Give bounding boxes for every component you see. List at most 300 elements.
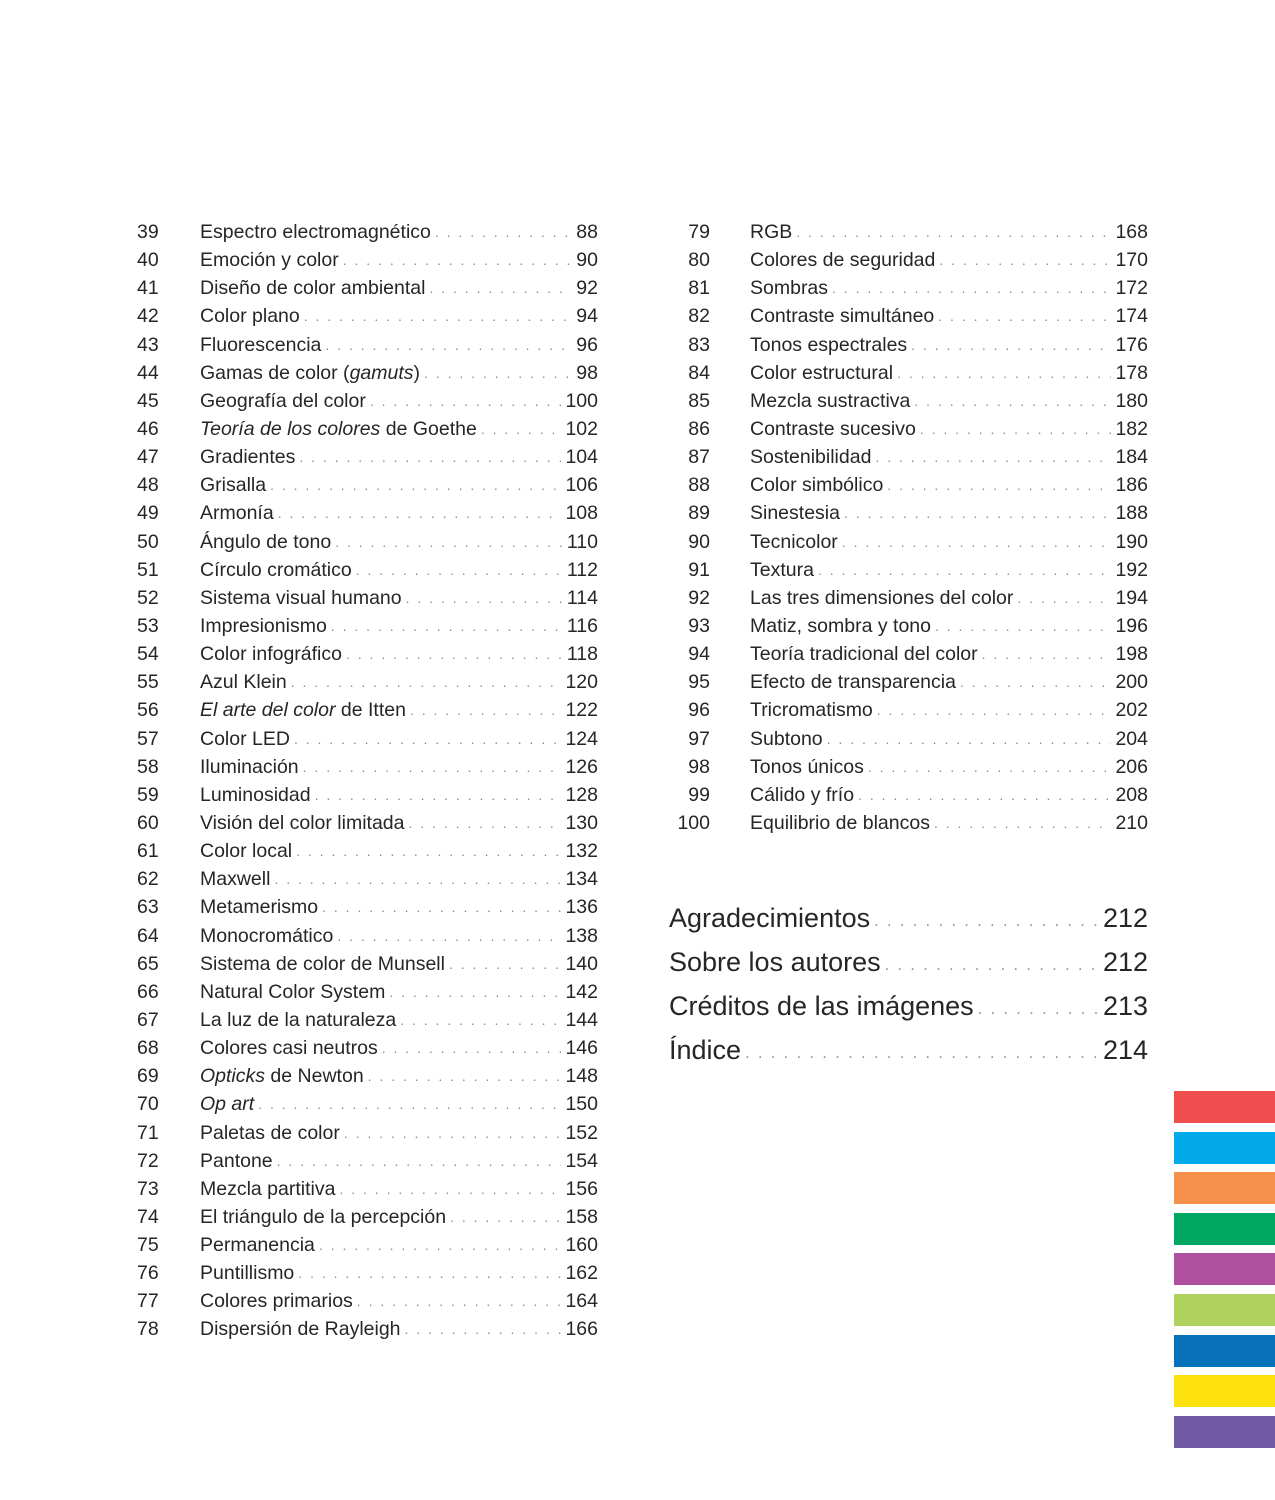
page-number: 88 xyxy=(572,218,598,246)
chapter-title-text: Diseño de color ambiental xyxy=(200,277,426,300)
chapter-title xyxy=(200,302,304,330)
chapter-title-text: Permanencia xyxy=(200,1234,315,1257)
chapter-number: 55 xyxy=(137,671,159,694)
color-tab-green[interactable] xyxy=(1174,1213,1275,1245)
chapter-title-text: La luz de la naturaleza xyxy=(200,1008,397,1031)
chapter-title xyxy=(200,1231,319,1259)
page-number: 98 xyxy=(572,359,598,387)
dot-leader xyxy=(331,612,563,640)
chapter-title xyxy=(750,218,796,246)
toc-entry[interactable] xyxy=(137,865,598,893)
dot-leader xyxy=(978,988,1099,1032)
page-number: 142 xyxy=(561,978,598,1006)
chapter-title-text: Sinestesia xyxy=(750,502,840,525)
dot-leader xyxy=(745,1032,1099,1076)
chapter-number: 44 xyxy=(137,361,159,384)
toc-entry[interactable] xyxy=(672,696,1148,724)
chapter-title-italic: El arte del color xyxy=(200,699,336,722)
dot-leader xyxy=(278,499,562,527)
page-number: 122 xyxy=(561,696,598,724)
toc-entry[interactable] xyxy=(137,218,598,246)
chapter-number: 90 xyxy=(688,530,710,553)
page-number: 186 xyxy=(1111,471,1148,499)
toc-entry[interactable] xyxy=(137,499,598,527)
toc-entry[interactable] xyxy=(137,1006,598,1034)
chapter-title xyxy=(200,443,299,471)
color-tab-lime[interactable] xyxy=(1174,1294,1275,1326)
end-matter-title: Índice xyxy=(669,1028,745,1072)
chapter-title xyxy=(750,331,911,359)
toc-entry[interactable] xyxy=(672,274,1148,302)
chapter-title xyxy=(750,612,935,640)
chapter-title-text: de Newton xyxy=(265,1065,364,1088)
page-number: 160 xyxy=(561,1231,598,1259)
toc-entry[interactable] xyxy=(137,893,598,921)
page-number: 104 xyxy=(561,443,598,471)
page-number: 156 xyxy=(561,1175,598,1203)
page-number: 172 xyxy=(1111,274,1148,302)
toc-entry[interactable] xyxy=(137,1315,598,1343)
chapter-number: 95 xyxy=(688,671,710,694)
chapter-number: 48 xyxy=(137,474,159,497)
chapter-number: 89 xyxy=(688,502,710,525)
end-matter-entry[interactable] xyxy=(669,896,1148,940)
chapter-number: 74 xyxy=(137,1205,159,1228)
chapter-number: 60 xyxy=(137,811,159,834)
page-number: 176 xyxy=(1111,331,1148,359)
chapter-title-text: Maxwell xyxy=(200,868,271,891)
dot-leader xyxy=(344,1119,562,1147)
toc-entry[interactable] xyxy=(137,668,598,696)
toc-entry[interactable] xyxy=(672,302,1148,330)
chapter-title xyxy=(200,837,296,865)
chapter-number: 69 xyxy=(137,1065,159,1088)
page-number: 212 xyxy=(1099,940,1148,984)
toc-entry[interactable] xyxy=(137,640,598,668)
chapter-number: 42 xyxy=(137,305,159,328)
chapter-number: 80 xyxy=(688,249,710,272)
toc-entry[interactable] xyxy=(137,1175,598,1203)
chapter-title-text: Textura xyxy=(750,558,814,581)
toc-entry[interactable] xyxy=(137,753,598,781)
toc-entry[interactable] xyxy=(137,1203,598,1231)
chapter-number: 63 xyxy=(137,896,159,919)
toc-entry[interactable] xyxy=(137,837,598,865)
chapter-number: 70 xyxy=(137,1093,159,1116)
chapter-title-text: Las tres dimensiones del color xyxy=(750,586,1014,609)
chapter-number: 39 xyxy=(137,221,159,243)
color-tab-sky-blue[interactable] xyxy=(1174,1132,1275,1164)
dot-leader xyxy=(322,893,561,921)
page-number: 138 xyxy=(561,922,598,950)
color-tab-purple[interactable] xyxy=(1174,1416,1275,1448)
dot-leader xyxy=(858,781,1111,809)
toc-entry[interactable] xyxy=(672,246,1148,274)
toc-entry[interactable] xyxy=(137,725,598,753)
chapter-title xyxy=(750,809,934,837)
dot-leader xyxy=(868,753,1112,781)
toc-entry[interactable] xyxy=(137,978,598,1006)
chapter-title-text: Color plano xyxy=(200,305,300,328)
chapter-title xyxy=(200,1090,258,1118)
chapter-title-text: de Itten xyxy=(335,699,406,722)
dot-leader xyxy=(389,978,561,1006)
dot-leader xyxy=(435,218,572,246)
chapter-number: 67 xyxy=(137,1008,159,1031)
chapter-number: 100 xyxy=(677,811,710,834)
dot-leader xyxy=(303,753,562,781)
chapter-number: 75 xyxy=(137,1234,159,1257)
toc-entry[interactable] xyxy=(137,443,598,471)
chapter-title xyxy=(200,950,449,978)
page-number: 134 xyxy=(561,865,598,893)
dot-leader xyxy=(939,246,1111,274)
color-tab-orange[interactable] xyxy=(1174,1172,1275,1204)
dot-leader xyxy=(406,584,563,612)
toc-entry[interactable] xyxy=(137,1287,598,1315)
chapter-number: 66 xyxy=(137,980,159,1003)
chapter-number: 92 xyxy=(688,586,710,609)
toc-entry[interactable] xyxy=(672,781,1148,809)
chapter-number: 91 xyxy=(688,558,710,581)
toc-entry[interactable] xyxy=(137,1259,598,1287)
page-number: 204 xyxy=(1111,725,1148,753)
chapter-title-text: Matiz, sombra y tono xyxy=(750,614,931,637)
color-tab-yellow[interactable] xyxy=(1174,1375,1275,1407)
page-number: 128 xyxy=(561,781,598,809)
chapter-number: 73 xyxy=(137,1177,159,1200)
dot-leader xyxy=(405,1315,562,1343)
page-number: 96 xyxy=(572,331,598,359)
dot-leader xyxy=(920,415,1112,443)
chapter-title xyxy=(200,556,356,584)
chapter-title xyxy=(200,471,270,499)
chapter-title-text: Ángulo de tono xyxy=(200,530,332,553)
color-tab-magenta[interactable] xyxy=(1174,1253,1275,1285)
toc-entry[interactable] xyxy=(672,556,1148,584)
toc-entry[interactable] xyxy=(137,528,598,556)
toc-entry[interactable] xyxy=(672,499,1148,527)
toc-entry[interactable] xyxy=(137,1147,598,1175)
dot-leader xyxy=(294,725,562,753)
chapter-title-text: Grisalla xyxy=(200,474,267,497)
toc-entry[interactable] xyxy=(137,1062,598,1090)
dot-leader xyxy=(368,1062,562,1090)
dot-leader xyxy=(400,1006,561,1034)
dot-leader xyxy=(796,218,1111,246)
dot-leader xyxy=(337,922,561,950)
chapter-title-text: Sombras xyxy=(750,277,829,300)
toc-entry[interactable] xyxy=(672,612,1148,640)
dot-leader xyxy=(938,302,1111,330)
page-number: 164 xyxy=(561,1287,598,1315)
chapter-title-text: Color estructural xyxy=(750,361,894,384)
chapter-title-text: Tonos espectrales xyxy=(750,333,908,356)
toc-entry[interactable] xyxy=(672,528,1148,556)
chapter-title-text: Contraste sucesivo xyxy=(750,417,916,440)
page-number: 148 xyxy=(561,1062,598,1090)
toc-entry[interactable] xyxy=(672,471,1148,499)
dot-leader xyxy=(382,1034,562,1062)
chapter-title-text: Sistema de color de Munsell xyxy=(200,952,445,975)
end-matter-entry[interactable] xyxy=(669,1028,1148,1072)
dot-leader xyxy=(319,1231,562,1259)
toc-entry[interactable] xyxy=(672,668,1148,696)
chapter-number: 93 xyxy=(688,614,710,637)
chapter-title-text: Impresionismo xyxy=(200,614,327,637)
chapter-title-text: Color simbólico xyxy=(750,474,884,497)
dot-leader xyxy=(410,696,562,724)
page-number: 108 xyxy=(561,499,598,527)
page-number: 114 xyxy=(563,584,598,612)
chapter-title-text: Visión del color limitada xyxy=(200,811,405,834)
dot-leader xyxy=(409,809,562,837)
toc-entry[interactable] xyxy=(137,696,598,724)
chapter-title xyxy=(200,640,346,668)
chapter-number: 78 xyxy=(137,1318,159,1341)
toc-entry[interactable] xyxy=(137,471,598,499)
chapter-number: 49 xyxy=(137,502,159,525)
toc-entry[interactable] xyxy=(137,302,598,330)
toc-entry[interactable] xyxy=(672,443,1148,471)
dot-leader xyxy=(844,499,1111,527)
toc-entry[interactable] xyxy=(672,331,1148,359)
page-number: 206 xyxy=(1111,753,1148,781)
dot-leader xyxy=(370,387,562,415)
toc-entry[interactable] xyxy=(137,1034,598,1062)
page-number: 180 xyxy=(1111,387,1148,415)
chapter-number: 59 xyxy=(137,783,159,806)
dot-leader xyxy=(887,471,1111,499)
chapter-title-text: Cálido y frío xyxy=(750,783,855,806)
chapter-title xyxy=(200,1119,344,1147)
toc-entry[interactable] xyxy=(137,1119,598,1147)
chapter-title-text: Contraste simultáneo xyxy=(750,305,935,328)
chapter-title xyxy=(200,331,325,359)
chapter-title-text: Equilibrio de blancos xyxy=(750,811,930,834)
chapter-title-text: Efecto de transparencia xyxy=(750,671,956,694)
chapter-title xyxy=(200,696,410,724)
color-tab-blue[interactable] xyxy=(1174,1335,1275,1367)
toc-entry[interactable] xyxy=(137,556,598,584)
dot-leader xyxy=(450,1203,561,1231)
dot-leader xyxy=(827,725,1112,753)
toc-entry[interactable] xyxy=(672,753,1148,781)
page-number: 106 xyxy=(561,471,598,499)
chapter-title-text: Emoción y color xyxy=(200,249,339,272)
chapter-title xyxy=(750,725,827,753)
chapter-title xyxy=(200,865,274,893)
chapter-title-text: RGB xyxy=(750,221,793,243)
chapter-title-text: El triángulo de la percepción xyxy=(200,1205,447,1228)
toc-entry[interactable] xyxy=(137,359,598,387)
chapter-title xyxy=(200,893,322,921)
toc-entry[interactable] xyxy=(137,950,598,978)
chapter-title xyxy=(200,1287,357,1315)
chapter-title-text: Geografía del color xyxy=(200,389,366,412)
chapter-title-text: Subtono xyxy=(750,727,823,750)
chapter-title-text: Monocromático xyxy=(200,924,334,947)
chapter-number: 76 xyxy=(137,1262,159,1285)
dot-leader xyxy=(842,528,1112,556)
page-number: 150 xyxy=(561,1090,598,1118)
toc-entry[interactable] xyxy=(672,809,1148,837)
page-number: 132 xyxy=(561,837,598,865)
chapter-title xyxy=(750,415,920,443)
chapter-title xyxy=(200,246,343,274)
chapter-title xyxy=(750,696,877,724)
dot-leader xyxy=(935,612,1111,640)
chapter-number: 52 xyxy=(137,586,159,609)
dot-leader xyxy=(832,274,1111,302)
chapter-title xyxy=(200,1034,382,1062)
chapter-title xyxy=(750,387,914,415)
chapter-title-text: Iluminación xyxy=(200,755,299,778)
chapter-title-text: Círculo cromático xyxy=(200,558,352,581)
chapter-title xyxy=(200,1147,277,1175)
chapter-number: 72 xyxy=(137,1149,159,1172)
end-matter-entry[interactable] xyxy=(669,940,1148,984)
toc-end-matter xyxy=(669,896,1148,1072)
page-number: 200 xyxy=(1111,668,1148,696)
dot-leader xyxy=(325,331,572,359)
toc-entry[interactable] xyxy=(137,1090,598,1118)
toc-entry[interactable] xyxy=(137,809,598,837)
page-number: 126 xyxy=(561,753,598,781)
chapter-title-text: Natural Color System xyxy=(200,980,386,1003)
toc-entry[interactable] xyxy=(137,246,598,274)
page-number: 168 xyxy=(1111,218,1148,246)
chapter-number: 46 xyxy=(137,417,159,440)
dot-leader xyxy=(874,900,1099,944)
toc-entry[interactable] xyxy=(672,725,1148,753)
chapter-title-text: Sostenibilidad xyxy=(750,446,872,469)
page-number: 194 xyxy=(1111,584,1148,612)
chapter-number: 87 xyxy=(688,446,710,469)
dot-leader xyxy=(429,274,572,302)
dot-leader xyxy=(258,1090,561,1118)
toc-entry[interactable] xyxy=(672,218,1148,246)
page-number: 92 xyxy=(572,274,598,302)
page-number: 158 xyxy=(561,1203,598,1231)
chapter-title-text: Dispersión de Rayleigh xyxy=(200,1318,401,1341)
chapter-title-text: Teoría tradicional del color xyxy=(750,643,978,666)
chapter-number: 99 xyxy=(688,783,710,806)
dot-leader xyxy=(299,443,561,471)
chapter-number: 62 xyxy=(137,868,159,891)
page-number: 152 xyxy=(561,1119,598,1147)
page-number: 213 xyxy=(1099,984,1148,1028)
chapter-number: 51 xyxy=(137,558,159,581)
color-tab-red[interactable] xyxy=(1174,1091,1275,1123)
chapter-number: 71 xyxy=(137,1121,159,1144)
toc-entry[interactable] xyxy=(137,781,598,809)
chapter-title xyxy=(200,1062,368,1090)
chapter-number: 98 xyxy=(688,755,710,778)
page-number: 154 xyxy=(561,1147,598,1175)
page-number: 146 xyxy=(561,1034,598,1062)
page-number: 190 xyxy=(1111,528,1148,556)
chapter-title-text: ) xyxy=(413,361,421,384)
chapter-title-text: Azul Klein xyxy=(200,671,287,694)
chapter-title xyxy=(200,978,389,1006)
toc-entry[interactable] xyxy=(137,415,598,443)
chapter-title xyxy=(750,668,960,696)
dot-leader xyxy=(818,556,1112,584)
chapter-title-text: Gamas de color ( xyxy=(200,361,350,384)
toc-entry[interactable] xyxy=(672,584,1148,612)
toc-entry[interactable] xyxy=(137,584,598,612)
dot-leader xyxy=(291,668,562,696)
dot-leader xyxy=(298,1259,561,1287)
chapter-number: 41 xyxy=(137,277,159,300)
chapter-number: 45 xyxy=(137,389,159,412)
chapter-title-text: Color infográfico xyxy=(200,643,342,666)
dot-leader xyxy=(339,1175,561,1203)
chapter-title-text: Mezcla sustractiva xyxy=(750,389,911,412)
dot-leader xyxy=(885,944,1099,988)
chapter-title-text: Sistema visual humano xyxy=(200,586,402,609)
chapter-number: 54 xyxy=(137,643,159,666)
chapter-title xyxy=(750,443,875,471)
toc-entry[interactable] xyxy=(137,387,598,415)
toc-entry[interactable] xyxy=(137,331,598,359)
chapter-title-text: Paletas de color xyxy=(200,1121,340,1144)
dot-leader xyxy=(934,809,1112,837)
chapter-title xyxy=(750,499,844,527)
chapter-title-text: Armonía xyxy=(200,502,274,525)
toc-entry[interactable] xyxy=(137,922,598,950)
chapter-title xyxy=(200,612,331,640)
dot-leader xyxy=(424,359,572,387)
page-number: 166 xyxy=(561,1315,598,1343)
dot-leader xyxy=(875,443,1111,471)
dot-leader xyxy=(277,1147,562,1175)
chapter-number: 97 xyxy=(688,727,710,750)
toc-entry[interactable] xyxy=(137,274,598,302)
page-number: 210 xyxy=(1111,809,1148,837)
page-number: 144 xyxy=(561,1006,598,1034)
toc-entry[interactable] xyxy=(672,640,1148,668)
page-number: 178 xyxy=(1111,359,1148,387)
chapter-title xyxy=(750,640,982,668)
toc-entry[interactable] xyxy=(137,1231,598,1259)
toc-entry[interactable] xyxy=(672,415,1148,443)
page-number: 94 xyxy=(572,302,598,330)
chapter-title xyxy=(200,1006,400,1034)
chapter-title-italic: Op art xyxy=(200,1093,255,1116)
chapter-number: 58 xyxy=(137,755,159,778)
toc-entry[interactable] xyxy=(672,387,1148,415)
dot-leader xyxy=(296,837,561,865)
dot-leader xyxy=(270,471,561,499)
chapter-title-text: Tonos únicos xyxy=(750,755,864,778)
chapter-number: 68 xyxy=(137,1037,159,1060)
dot-leader xyxy=(335,528,563,556)
chapter-title xyxy=(200,1315,405,1343)
chapter-title-text: de Goethe xyxy=(380,417,477,440)
toc-entry[interactable] xyxy=(137,612,598,640)
toc-entry[interactable] xyxy=(672,359,1148,387)
dot-leader xyxy=(481,415,562,443)
chapter-number: 65 xyxy=(137,952,159,975)
chapter-title xyxy=(200,781,315,809)
dot-leader xyxy=(315,781,562,809)
chapter-title xyxy=(200,1175,339,1203)
dot-leader xyxy=(346,640,563,668)
chapter-title-text: Colores primarios xyxy=(200,1290,353,1313)
end-matter-entry[interactable] xyxy=(669,984,1148,1028)
